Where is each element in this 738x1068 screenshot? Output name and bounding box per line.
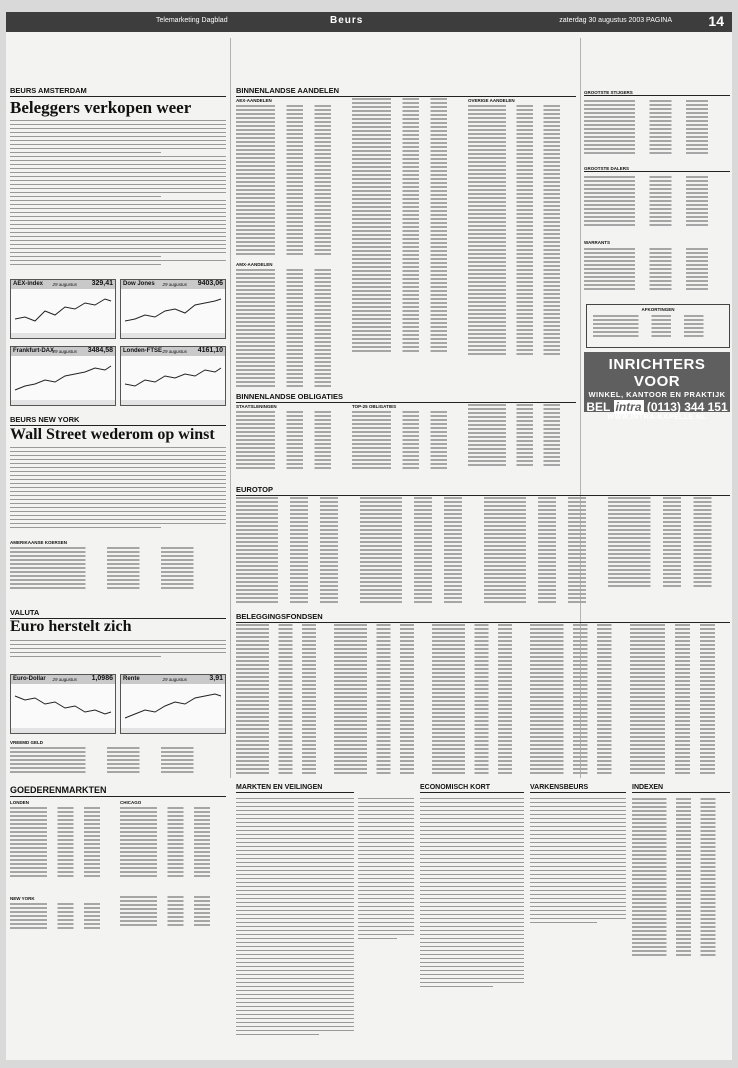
table-dalers xyxy=(584,176,730,236)
header-date: zaterdag 30 augustus 2003 PAGINA xyxy=(559,17,672,24)
chart-title: Rente xyxy=(123,676,140,682)
chart-date: 29 augustus xyxy=(162,677,187,682)
page-header xyxy=(6,12,732,32)
header-page-number: 14 xyxy=(708,13,724,29)
section-varkensbeurs: VARKENSBEURS xyxy=(530,784,626,793)
ad-headline: INRICHTERS VOOR xyxy=(608,356,706,390)
section-grootste-stijgers: GROOTSTE STIJGERS xyxy=(584,90,730,96)
table-fondsen-3 xyxy=(432,624,526,776)
table-obligaties-vervolg xyxy=(468,404,576,480)
chart-dax xyxy=(10,346,116,406)
table-vreemd-geld xyxy=(10,740,226,780)
column-rule xyxy=(230,38,231,778)
article-markten-col2 xyxy=(358,798,414,1048)
chart-date: 29 augustus xyxy=(162,349,187,354)
section-goederenmarkten: GOEDERENMARKTEN xyxy=(10,785,226,797)
section-economisch-kort: ECONOMISCH KORT xyxy=(420,784,524,793)
headline-beleggers: Beleggers verkopen weer xyxy=(10,98,192,117)
table-title: AEX-AANDELEN xyxy=(236,98,272,103)
table-top25-obligaties xyxy=(352,404,464,480)
article-body xyxy=(10,447,226,537)
section-valuta: VALUTA xyxy=(10,608,226,619)
table-fondsen-4 xyxy=(530,624,626,776)
table-eurotop-3 xyxy=(484,497,604,607)
article-economisch xyxy=(420,798,524,1048)
table-amerikaanse-koersen xyxy=(10,540,226,598)
chart-ftse xyxy=(120,346,226,406)
article-body xyxy=(10,120,226,270)
section-binnenlandse-aandelen: BINNENLANDSE AANDELEN xyxy=(236,86,576,97)
section-eurotop: EUROTOP xyxy=(236,485,730,496)
article-body xyxy=(10,640,226,666)
chart-value: 329,41 xyxy=(91,280,113,287)
advertisement-intra[interactable] xyxy=(584,352,730,421)
table-fondsen-5 xyxy=(630,624,730,776)
ad-subline: WINKEL, KANTOOR EN PRAKTIJK xyxy=(588,390,726,399)
table-warrants xyxy=(584,248,730,300)
table-eurotop-2 xyxy=(360,497,480,607)
table-title: AMX-AANDELEN xyxy=(236,262,273,267)
section-binnenlandse-obligaties: BINNENLANDSE OBLIGATIES xyxy=(236,392,576,403)
section-grootste-dalers: GROOTSTE DALERS xyxy=(584,166,730,172)
table-title: NEW YORK xyxy=(10,896,35,901)
chart-line xyxy=(11,684,115,728)
table-goederen-overig xyxy=(120,896,226,940)
header-left: Telemarketing Dagblad xyxy=(156,17,228,24)
intra-logo: intra xyxy=(615,400,642,414)
chart-line xyxy=(11,356,115,400)
table-stijgers xyxy=(584,100,730,160)
chart-value: 3484,58 xyxy=(87,347,113,354)
article-markten xyxy=(236,798,354,1048)
chart-euro-dollar xyxy=(10,674,116,734)
table-title: VREEMD GELD xyxy=(10,740,44,745)
table-overige-aandelen xyxy=(468,98,576,388)
table-amx-vervolg xyxy=(352,98,464,388)
header-section-title: Beurs xyxy=(330,15,364,26)
section-markten-en-veilingen: MARKTEN EN VEILINGEN xyxy=(236,784,354,793)
table-eurotop-1 xyxy=(236,497,356,607)
table-chicago xyxy=(120,800,226,896)
headline-euro: Euro herstelt zich xyxy=(10,618,132,635)
chart-date: 29 augustus xyxy=(162,282,187,287)
table-amx-aandelen xyxy=(236,262,348,388)
ad-phone-prefix: BEL xyxy=(586,400,611,414)
chart-line xyxy=(121,356,225,400)
chart-value: 3,91 xyxy=(209,675,223,682)
ad-phone xyxy=(584,400,730,414)
chart-line xyxy=(121,684,225,728)
ad-url[interactable]: WWW.INTRA-KAPELLE.NL xyxy=(607,414,707,421)
table-fondsen-1 xyxy=(236,624,330,776)
chart-value: 4161,10 xyxy=(197,347,223,354)
chart-title: Frankfurt-DAX xyxy=(13,348,55,354)
chart-title: Londen-FTSE xyxy=(123,348,162,354)
chart-line xyxy=(121,289,225,333)
section-warrants: WARRANTS xyxy=(584,240,610,245)
table-londen xyxy=(10,800,116,896)
box-afkortingen xyxy=(586,304,730,348)
section-beurs-amsterdam: BEURS AMSTERDAM xyxy=(10,86,226,97)
chart-value: 9403,06 xyxy=(197,280,223,287)
newspaper-page xyxy=(6,12,732,1060)
chart-dow-jones xyxy=(120,279,226,339)
table-aex-aandelen xyxy=(236,98,348,258)
table-fondsen-2 xyxy=(334,624,428,776)
table-indexen xyxy=(632,798,730,968)
ad-phone-number: (0113) 344 151 xyxy=(646,400,728,414)
chart-date: 29 augustus xyxy=(52,282,77,287)
table-title: CHICAGO xyxy=(120,800,142,805)
table-title: OVERIGE AANDELEN xyxy=(468,98,515,103)
chart-title: AEX-index xyxy=(13,281,44,287)
table-title: TOP-25 OBLIGATIES xyxy=(352,404,397,409)
chart-date: 29 augustus xyxy=(52,677,77,682)
table-title: AMERIKAANSE KOERSEN xyxy=(10,540,68,545)
chart-title: Euro-Dollar xyxy=(13,676,46,682)
box-title: AFKORTINGEN xyxy=(641,307,675,312)
table-new-york xyxy=(10,896,116,940)
chart-value: 1,0986 xyxy=(91,675,113,682)
table-staatsleningen xyxy=(236,404,348,480)
table-title: STAATSLENINGEN xyxy=(236,404,277,409)
headline-wall-street: Wall Street wederom op winst xyxy=(10,426,215,443)
table-eurotop-4 xyxy=(608,497,730,607)
section-beurs-new-york: BEURS NEW YORK xyxy=(10,415,226,426)
chart-rente xyxy=(120,674,226,734)
section-indexen: INDEXEN xyxy=(632,784,730,793)
chart-title: Dow Jones xyxy=(123,281,155,287)
chart-line xyxy=(11,289,115,333)
article-varkensbeurs xyxy=(530,798,626,978)
table-title: LONDEN xyxy=(10,800,29,805)
section-beleggingsfondsen: BELEGGINGSFONDSEN xyxy=(236,612,730,623)
chart-aex xyxy=(10,279,116,339)
chart-date: 29 augustus xyxy=(52,349,77,354)
